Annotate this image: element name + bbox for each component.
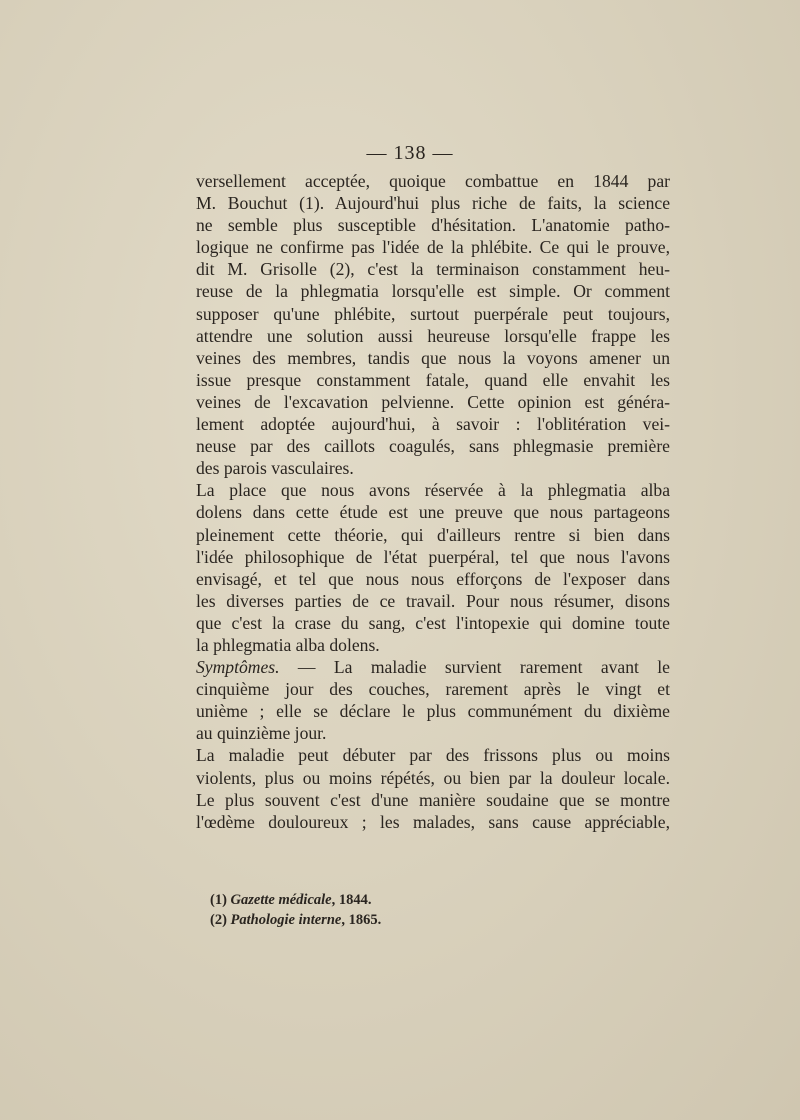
text-line: Symptômes. — La maladie survient rarement avant le (196, 657, 670, 678)
text-line: pleinement cette théorie, qui d'ailleurs rentre si bien dans (196, 524, 670, 545)
text-line: reuse de la phlegmatia lorsqu'elle est simple. Or comment (196, 281, 670, 302)
text-line: lement adoptée aujourd'hui, à savoir : l'oblitération vei- (196, 414, 670, 435)
text-line: envisagé, et tel que nous nous efforçons de l'exposer dans (196, 568, 670, 589)
text-line: logique ne confirme pas l'idée de la phlébite. Ce qui le prouve, (196, 237, 670, 258)
text-line: au quinzième jour. (196, 723, 327, 744)
text-line: versellement acceptée, quoique combattue en 1844 par (196, 171, 670, 191)
footnote-2: (2) Pathologie interne, 1865. (210, 912, 382, 928)
text-line: cinquième jour des couches, rarement après le vingt et (196, 679, 670, 700)
section-heading: Symptômes. (196, 657, 280, 678)
text-line: que c'est la crase du sang, c'est l'intopexie qui domine toute (196, 612, 670, 633)
text-line: ne semble plus susceptible d'hésitation. L'anatomie patho- (196, 215, 670, 236)
body-text (196, 170, 670, 833)
text-line: veines des membres, tandis que nous la voyons amener un (196, 347, 670, 368)
text-line: des parois vasculaires. (196, 458, 354, 479)
text-line: dolens dans cette étude est une preuve que nous partageons (196, 502, 670, 523)
text-line: issue presque constamment fatale, quand elle envahit les (196, 369, 670, 390)
footnote-1: (1) Gazette médicale, 1844. (210, 892, 372, 908)
text-line: violents, plus ou moins répétés, ou bien par la douleur locale. (196, 767, 670, 788)
text-line: la phlegmatia alba dolens. (196, 634, 380, 655)
text-line: neuse par des caillots coagulés, sans phlegmasie première (196, 436, 670, 457)
page-number: — 138 — (366, 142, 454, 164)
text-line: attendre une solution aussi heureuse lorsqu'elle frappe les (196, 325, 670, 346)
text-line: l'idée philosophique de l'état puerpéral, tel que nous l'avons (196, 546, 670, 567)
footnotes (210, 890, 650, 930)
text-line: dit M. Grisolle (2), c'est la terminaison constamment heu- (196, 259, 670, 280)
text-line: les diverses parties de ce travail. Pour nous résumer, disons (196, 590, 670, 611)
text-line: Le plus souvent c'est d'une manière soudaine que se montre (196, 789, 670, 810)
text-line: La place que nous avons réservée à la phlegmatia alba (196, 480, 670, 501)
text-line: supposer qu'une phlébite, surtout puerpérale peut toujours, (196, 303, 670, 324)
text-line: La maladie peut débuter par des frissons plus ou moins (196, 745, 670, 766)
text-line: l'œdème douloureux ; les malades, sans cause appréciable, (196, 811, 670, 832)
text-line: unième ; elle se déclare le plus communément du dixième (196, 701, 670, 722)
text-line: M. Bouchut (1). Aujourd'hui plus riche de faits, la science (196, 193, 670, 214)
text-line: veines de l'excavation pelvienne. Cette opinion est généra- (196, 391, 670, 412)
